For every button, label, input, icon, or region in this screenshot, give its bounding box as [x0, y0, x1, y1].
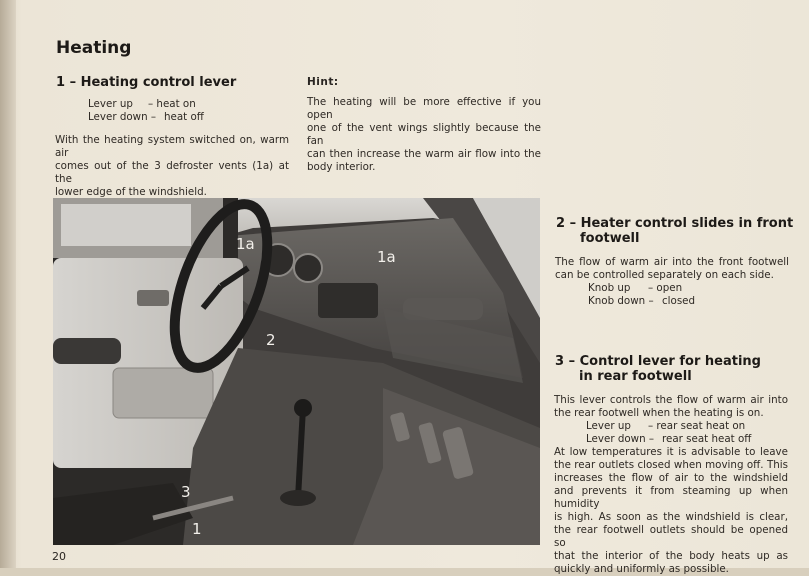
section3-body: At low temperatures it is advisable to leave the rear outlets closed when moving off. This increases the flow of air to the windshield and prevents it from steaming up when humidity is high. As soon as the windshield is clear, the rear footwell outlets should be opened so that the interior of the body heats up as quickly and uniformly as possible. [554, 446, 788, 575]
page-number: 20 [52, 550, 66, 563]
section3-lever-down: Lever down – rear seat heat off [586, 433, 752, 445]
hint-body: The heating will be more effective if you open one of the vent wings slightly because the fan can then increase the warm air flow into the body interior. [307, 96, 541, 173]
section2-knob-down: Knob down – closed [588, 295, 696, 307]
section3-heading-line1: 3 – Control lever for heating [555, 354, 761, 369]
section1-body: With the heating system switched on, warm air comes out of the 3 defroster vents (1a) at the lower edge of the windshield. [55, 134, 289, 198]
section1-lever-down: Lever down – heat off [88, 111, 204, 123]
photo-label-1a-left: 1a [236, 235, 255, 253]
section3-heading-line2: in rear footwell [579, 369, 692, 384]
section2-heading-line1: 2 – Heater control slides in front [556, 216, 794, 231]
photo-label-1: 1 [192, 520, 202, 538]
section3-lever-up: Lever up – rear seat heat on [586, 420, 746, 432]
page-title: Heating [56, 38, 132, 58]
photo-label-1a-right: 1a [377, 248, 396, 266]
photo-label-2: 2 [266, 331, 276, 349]
section2-knob-up: Knob up – open [588, 282, 683, 294]
section2-heading-line2: footwell [580, 231, 640, 246]
dashboard-photo [53, 198, 540, 545]
section1-heading: 1 – Heating control lever [56, 75, 237, 90]
section2-body: The flow of warm air into the front footwell can be controlled separately on each side. [555, 256, 789, 281]
section1-lever-up: Lever up – heat on [88, 98, 196, 110]
section3-intro: This lever controls the flow of warm air into the rear footwell when the heating is on. [554, 394, 788, 419]
dashboard-illustration [53, 198, 540, 545]
hint-heading: Hint: [307, 76, 339, 88]
photo-label-3: 3 [181, 483, 191, 501]
page-gutter [0, 0, 16, 568]
